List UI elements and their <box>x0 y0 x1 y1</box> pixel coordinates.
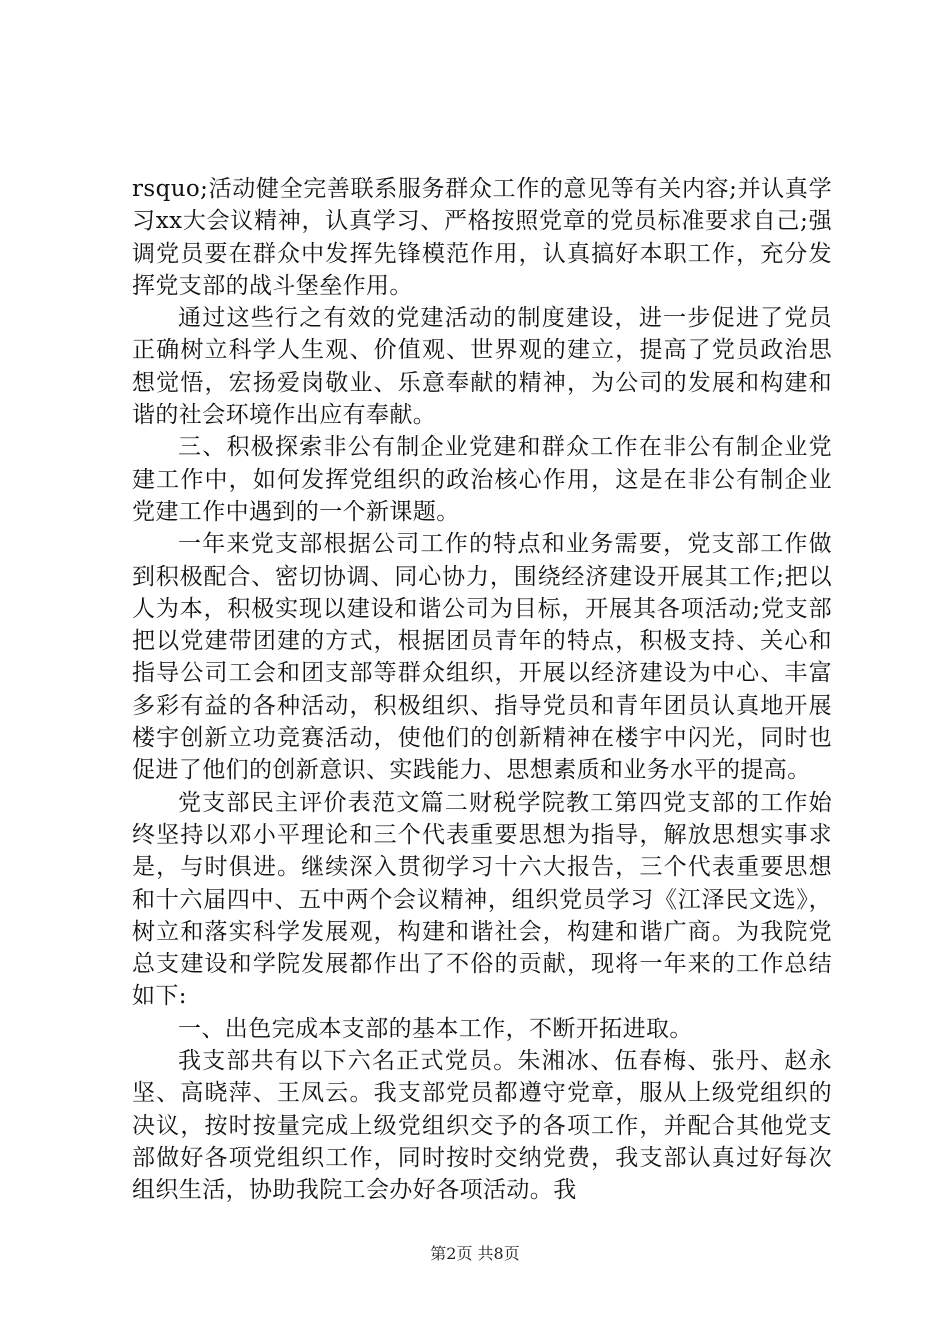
paragraph-3: 三、积极探索非公有制企业党建和群众工作在非公有制企业党建工作中，如何发挥党组织的政治核心作用，这是在非公有制企业党建工作中遇到的一个新课题。 <box>132 434 832 525</box>
page-number-footer: 第2页 共8页 <box>430 1244 520 1263</box>
paragraph-7: 我支部共有以下六名正式党员。朱湘冰、伍春梅、张丹、赵永坚、高晓萍、王凤云。我支部党员都遵守党章，服从上级党组织的决议，按时按量完成上级党组织交予的各项工作，并配合其他党支部做好各项党组织工作，同时按时交纳党费，我支部认真过好每次组织生活，协助我院工会办好各项活动。我 <box>132 1048 832 1204</box>
paragraph-5: 党支部民主评价表范文篇二财税学院教工第四党支部的工作始终坚持以邓小平理论和三个代表重要思想为指导，解放思想实事求是，与时俱进。继续深入贯彻学习十六大报告，三个代表重要思想和十六届四中、五中两个会议精神，组织党员学习《江泽民文选》，树立和落实科学发展观，构建和谐社会，构建和谐广商。为我院党总支建设和学院发展都作出了不俗的贡献，现将一年来的工作总结如下: <box>132 789 832 1010</box>
document-body <box>132 173 832 1207</box>
paragraph-4: 一年来党支部根据公司工作的特点和业务需要，党支部工作做到积极配合、密切协调、同心协力，围绕经济建设开展其工作;把以人为本，积极实现以建设和谐公司为目标，开展其各项活动;党支部把以党建带团建的方式，根据团员青年的特点，积极支持、关心和指导公司工会和团支部等群众组织，开展以经济建设为中心、丰富多彩有益的各种活动，积极组织、指导党员和青年团员认真地开展楼宇创新立功竞赛活动，使他们的创新精神在楼宇中闪光，同时也促进了他们的创新意识、实践能力、思想素质和业务水平的提高。 <box>132 531 832 784</box>
paragraph-2: 通过这些行之有效的党建活动的制度建设，进一步促进了党员正确树立科学人生观、价值观、世界观的建立，提高了党员政治思想觉悟，宏扬爱岗敬业、乐意奉献的精神，为公司的发展和构建和谐的社会环境作出应有奉献。 <box>132 305 832 429</box>
paragraph-6: 一、出色完成本支部的基本工作，不断开拓进取。 <box>178 1015 693 1042</box>
paragraph-1: rsquo;活动健全完善联系服务群众工作的意见等有关内容;并认真学习xx大会议精神，认真学习、严格按照党章的党员标准要求自己;强调党员要在群众中发挥先锋模范作用，认真搞好本职工作，充分发挥党支部的战斗堡垒作用。 <box>132 176 832 299</box>
